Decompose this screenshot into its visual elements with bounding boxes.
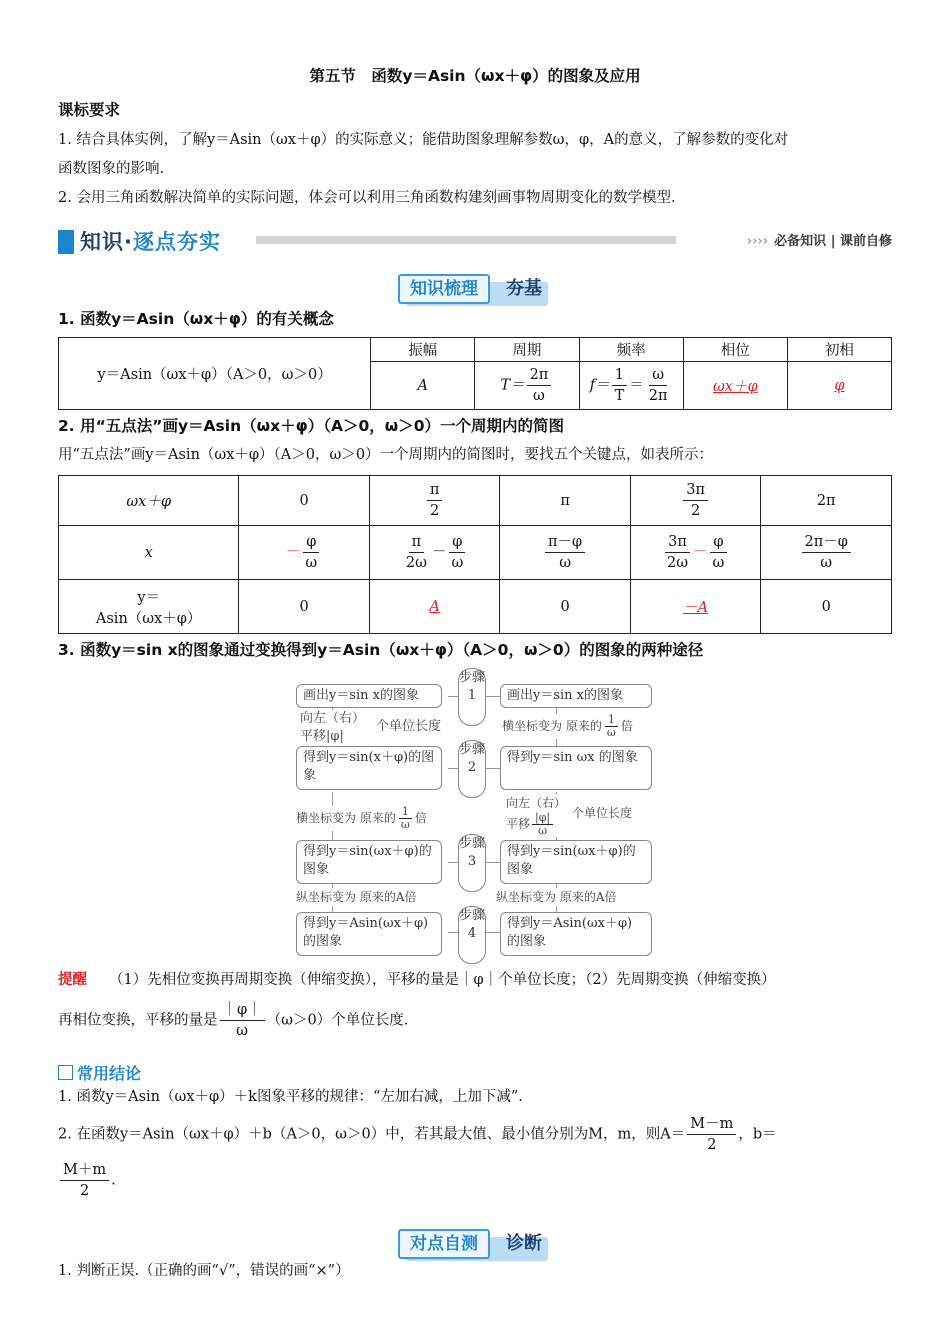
left-step2-box: 得到y＝sin(x＋φ)的图象 bbox=[296, 746, 442, 790]
pill-knowledge-review bbox=[398, 274, 558, 302]
conclusions-heading: 常用结论 bbox=[58, 1061, 141, 1084]
five-point-intro: 用“五点法”画y＝Asin（ωx＋φ）（A＞0，ω＞0）一个周期内的简图时，要找五个关键点，如表所示： bbox=[58, 447, 714, 463]
pill-suffix: 诊断 bbox=[506, 1233, 542, 1254]
phase-pi-over-2: $\frac{\pi}{2}$ bbox=[369, 476, 500, 526]
concept-heading: 1. 函数y＝Asin（ωx＋φ）的有关概念 bbox=[58, 310, 334, 328]
y-value-3: 0 bbox=[500, 580, 631, 634]
x-value-3: $\frac{\pi-\varphi}{\omega}$ bbox=[500, 526, 631, 580]
requirement-1-line1: 1. 结合具体实例，了解y＝Asin（ωx＋φ）的实际意义；能借助图象理解参数ω，φ，A的意义，了解参数的变化对 bbox=[58, 132, 789, 148]
banner-title-box bbox=[58, 226, 248, 256]
x-value-1: － $\frac{\varphi}{\omega}$ bbox=[239, 526, 370, 580]
phase-value: ωx＋φ bbox=[683, 362, 787, 410]
banner-tab-shape bbox=[58, 230, 74, 254]
right-translate-unit: 个单位长度 bbox=[572, 806, 633, 820]
conclusion-1: 1. 函数y＝Asin（ωx＋φ）＋k图象平移的规律：“左加右减，上加下减”. bbox=[58, 1089, 523, 1105]
requirement-2: 2. 会用三角函数解决简单的实际问题，体会可以利用三角函数构建刻画事物周期变化的数学模型. bbox=[58, 190, 676, 206]
step-1-badge: 步骤1 bbox=[458, 668, 486, 726]
right-step3-box: 得到y＝sin(ωx＋φ)的图象 bbox=[500, 840, 652, 884]
left-step3-box: 得到y＝sin(ωx＋φ)的图象 bbox=[296, 840, 442, 884]
y-value-2: A bbox=[369, 580, 500, 634]
transform-flow-diagram bbox=[296, 668, 656, 960]
header-frequency: 频率 bbox=[579, 338, 683, 362]
frequency-value: f＝ $\frac{1}{T}$ ＝ $\frac{\omega}{2\pi}$ bbox=[579, 362, 683, 410]
right-scale-x-text: 横坐标变为 原来的 $\frac{1}{\omega}$ 倍 bbox=[502, 713, 633, 739]
pill-label: 知识梳理 bbox=[398, 274, 490, 304]
step-2-badge: 步骤2 bbox=[458, 740, 486, 798]
left-step1-box: 画出y＝sin x的图象 bbox=[296, 684, 442, 708]
conclusion-2-cont: $\frac{M+m}{2}$ . bbox=[58, 1160, 116, 1201]
left-translate-text: 向左（右） 平移|φ| bbox=[300, 711, 366, 744]
exercise-1: 1. 判断正误.（正确的画“√”，错误的画“×”） bbox=[58, 1263, 350, 1279]
pill-self-test bbox=[398, 1229, 558, 1257]
right-step1-box: 画出y＝sin x的图象 bbox=[500, 684, 652, 708]
phase-3pi-over-2: $\frac{3\pi}{2}$ bbox=[630, 476, 761, 526]
banner-title: 知识·逐点夯实 bbox=[80, 230, 221, 254]
row-label-x: x bbox=[59, 526, 239, 580]
transform-heading: 3. 函数y＝sin x的图象通过变换得到y＝Asin（ωx＋φ）（A＞0，ω＞0）的图象的两种途径 bbox=[58, 641, 704, 659]
amplitude-value: A bbox=[371, 362, 475, 410]
reminder-line2: 再相位变换，平移的量是 $\frac{|\varphi|}{\omega}$ （ω＞0）个单位长度. bbox=[58, 1002, 409, 1039]
chevrons-icon: ›››› bbox=[746, 234, 769, 249]
left-scale-y-text: 纵坐标变为 原来的A倍 bbox=[296, 890, 417, 904]
requirement-1-line2: 函数图象的影响. bbox=[58, 161, 165, 177]
period-value: T＝ $\frac{2\pi}{\omega}$ bbox=[475, 362, 579, 410]
initial-phase-value: φ bbox=[787, 362, 891, 410]
pill-suffix: 夯基 bbox=[506, 278, 542, 299]
y-value-4: －A bbox=[630, 580, 761, 634]
five-point-heading: 2. 用“五点法”画y＝Asin（ωx＋φ）（A＞0，ω＞0）一个周期内的简图 bbox=[58, 417, 565, 435]
x-value-4: $\frac{3\pi}{2\omega}$ － $\frac{\varphi}{\omega}$ bbox=[630, 526, 761, 580]
header-amplitude: 振幅 bbox=[371, 338, 475, 362]
phase-2pi: 2π bbox=[761, 476, 892, 526]
row-label-phase: ωx＋φ bbox=[59, 476, 239, 526]
header-initial-phase: 初相 bbox=[787, 338, 891, 362]
reminder-label: 提醒 bbox=[58, 972, 87, 988]
checkbox-icon bbox=[58, 1065, 73, 1080]
y-value-5: 0 bbox=[761, 580, 892, 634]
banner-divider-bar bbox=[256, 236, 676, 244]
right-step2-box: 得到y＝sin ωx 的图象 bbox=[500, 746, 652, 790]
step-4-badge: 步骤4 bbox=[458, 906, 486, 964]
left-translate-unit: 个单位长度 bbox=[376, 719, 442, 734]
conclusion-2: 2. 在函数y＝Asin（ωx＋φ）＋b（A＞0，ω＞0）中，若其最大值、最小值分别为M，m，则A＝ $\frac{M-m}{2}$ ，b＝ bbox=[58, 1116, 777, 1153]
five-point-table bbox=[58, 475, 892, 634]
page-title: 第五节 函数y＝Asin（ωx＋φ）的图象及应用 bbox=[309, 67, 641, 85]
y-value-1: 0 bbox=[239, 580, 370, 634]
section-banner bbox=[58, 226, 892, 260]
right-step4-box: 得到y＝Asin(ωx＋φ)的图象 bbox=[500, 912, 652, 956]
right-scale-y-text: 纵坐标变为 原来的A倍 bbox=[496, 890, 617, 904]
banner-subtitle: ›››› 必备知识 | 课前自修 bbox=[746, 234, 892, 249]
requirements-heading: 课标要求 bbox=[58, 101, 121, 119]
right-translate-text: 向左（右） 平移 $\frac{|\varphi|}{\omega}$ bbox=[506, 796, 567, 837]
left-step4-box: 得到y＝Asin(ωx＋φ)的图象 bbox=[296, 912, 442, 956]
step-3-badge: 步骤3 bbox=[458, 834, 486, 892]
x-value-2: $\frac{\pi}{2\omega}$ － $\frac{\varphi}{\omega}$ bbox=[369, 526, 500, 580]
header-phase: 相位 bbox=[683, 338, 787, 362]
left-scale-x-text: 横坐标变为 原来的 $\frac{1}{\omega}$ 倍 bbox=[296, 805, 427, 831]
concept-table bbox=[58, 337, 892, 410]
header-period: 周期 bbox=[475, 338, 579, 362]
pill-label: 对点自测 bbox=[398, 1229, 490, 1259]
phase-pi: π bbox=[500, 476, 631, 526]
reminder-line1: 提醒 （1）先相位变换再周期变换（伸缩变换），平移的量是｜φ｜个单位长度；（2）先周期变换（伸缩变换） bbox=[58, 972, 776, 988]
concept-left-cell: y＝Asin（ωx＋φ）（A＞0，ω＞0） bbox=[59, 338, 371, 410]
phase-0: 0 bbox=[239, 476, 370, 526]
row-label-y: y＝ Asin（ωx＋φ） bbox=[59, 580, 239, 634]
x-value-5: $\frac{2\pi-\varphi}{\omega}$ bbox=[761, 526, 892, 580]
